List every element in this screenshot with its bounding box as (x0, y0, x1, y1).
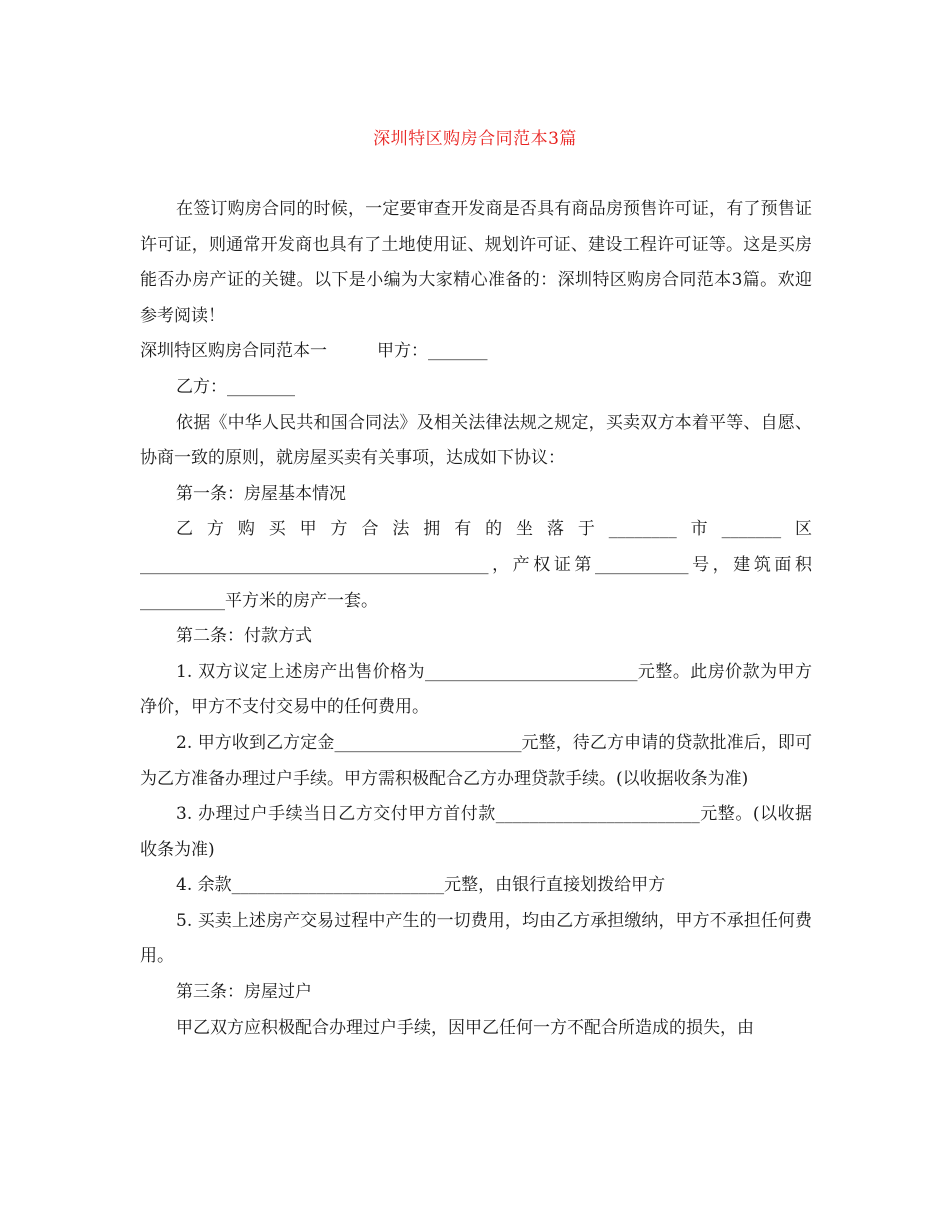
sample-heading-line (140, 334, 812, 370)
document-title: 深圳特区购房合同范本3篇 (373, 129, 577, 149)
article-2-title: 第二条：付款方式 (176, 626, 312, 647)
article-2-item-4: 4. 余款_________________________元整，由银行直接划拨给甲方 (176, 875, 666, 896)
article-1-text: 乙方购买甲方合法拥有的坐落于________市_______区_________________________________________，产权证第___________号，建筑面积__________平方米的房产一套。 (140, 519, 812, 611)
party-b-field: 乙方：________ (176, 376, 295, 397)
sample-heading: 深圳特区购房合同范本一 (140, 341, 327, 362)
article-1-title: 第一条：房屋基本情况 (176, 483, 346, 504)
intro-paragraph: 在签订购房合同的时候，一定要审查开发商是否具有商品房预售许可证，有了预售证许可证，则通常开发商也具有了土地使用证、规划许可证、建设工程许可证等。这是买房能否办房产证的关键。以下是小编为大家精心准备的：深圳特区购房合同范本3篇。欢迎参考阅读！ (140, 199, 812, 326)
article-3-text: 甲乙双方应积极配合办理过户手续，因甲乙任何一方不配合所造成的损失，由 (176, 1017, 754, 1038)
party-a-field: 甲方：_______ (377, 341, 488, 362)
article-2-item-5: 5. 买卖上述房产交易过程中产生的一切费用，均由乙方承担缴纳，甲方不承担任何费用。 (140, 910, 812, 967)
basis-paragraph: 依据《中华人民共和国合同法》及相关法律法规之规定，买卖双方本着平等、自愿、协商一致的原则，就房屋买卖有关事项，达成如下协议： (140, 412, 812, 469)
article-2-item-1: 1. 双方议定上述房产出售价格为_________________________元整。此房价款为甲方净价，甲方不支付交易中的任何费用。 (140, 661, 812, 718)
document-body (140, 192, 812, 1046)
article-3-title: 第三条：房屋过户 (176, 982, 312, 1003)
article-2-item-2: 2. 甲方收到乙方定金______________________元整，待乙方申请的贷款批准后，即可为乙方准备办理过户手续。甲方需积极配合乙方办理贷款手续。(以收据收条为准) (140, 732, 812, 789)
article-2-item-3: 3. 办理过户手续当日乙方交付甲方首付款________________________元整。(以收据收条为准) (140, 804, 812, 860)
